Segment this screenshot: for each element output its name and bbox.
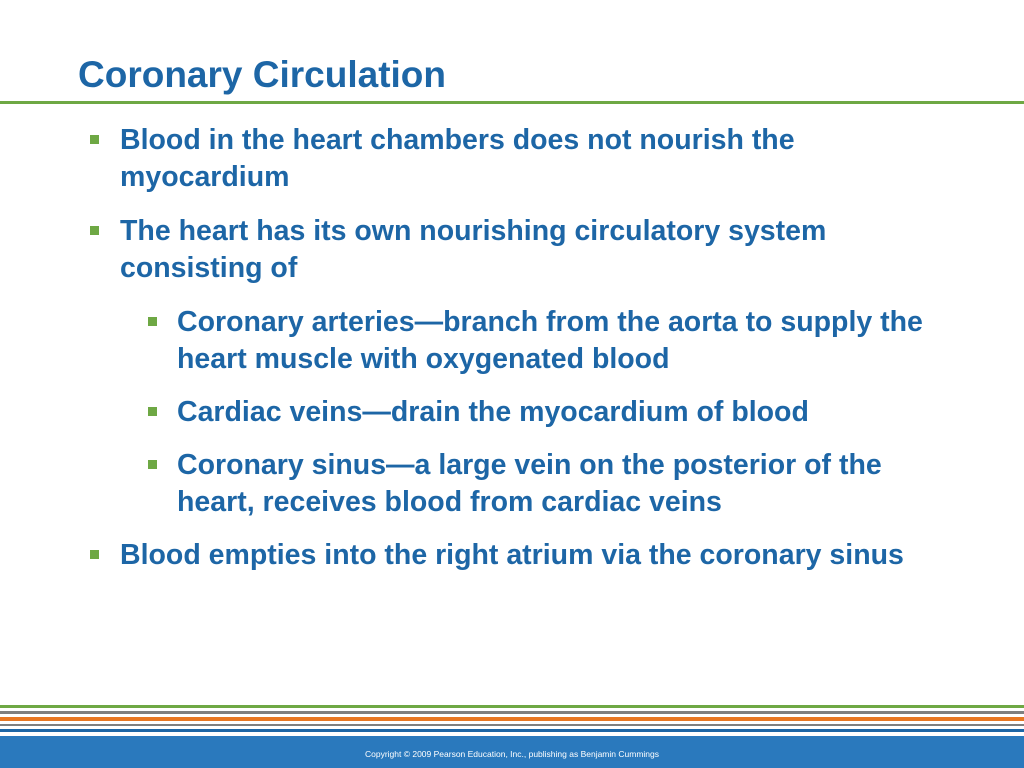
sub-bullet-item bbox=[0, 304, 957, 378]
square-bullet-icon bbox=[148, 317, 157, 326]
square-bullet-icon bbox=[90, 550, 99, 559]
footer-stripe-gray bbox=[0, 724, 1024, 726]
sub-bullet-text: Cardiac veins—drain the myocardium of blood bbox=[177, 396, 809, 428]
footer-stripe-orange bbox=[0, 717, 1024, 721]
footer-stripe-green bbox=[0, 705, 1024, 708]
footer-stripes bbox=[0, 705, 1024, 732]
bullet-item bbox=[0, 213, 950, 287]
copyright-notice: Copyright © 2009 Pearson Education, Inc., publishing as Benjamin Cummings bbox=[364, 749, 659, 759]
square-bullet-icon bbox=[148, 407, 157, 416]
bullet-text: Blood in the heart chambers does not nourish the myocardium bbox=[120, 124, 795, 193]
bullet-text: The heart has its own nourishing circulatory system consisting of bbox=[120, 215, 827, 284]
bullet-list bbox=[0, 122, 1024, 591]
sub-bullet-text: Coronary sinus—a large vein on the posterior of the heart, receives blood from cardiac veins bbox=[177, 449, 882, 518]
title-divider bbox=[0, 101, 1024, 104]
square-bullet-icon bbox=[90, 226, 99, 235]
bullet-item bbox=[0, 122, 950, 196]
footer-stripe-gray bbox=[0, 711, 1024, 714]
sub-bullet-text: Coronary arteries—branch from the aorta to supply the heart muscle with oxygenated blood bbox=[177, 306, 923, 375]
square-bullet-icon bbox=[90, 135, 99, 144]
footer-stripe-blue bbox=[0, 729, 1024, 732]
bullet-item bbox=[0, 537, 950, 574]
slide-title: Coronary Circulation bbox=[78, 54, 446, 95]
sub-bullet-item bbox=[0, 394, 957, 431]
bullet-text: Blood empties into the right atrium via the coronary sinus bbox=[120, 539, 904, 571]
square-bullet-icon bbox=[148, 460, 157, 469]
sub-bullet-item bbox=[0, 447, 957, 521]
